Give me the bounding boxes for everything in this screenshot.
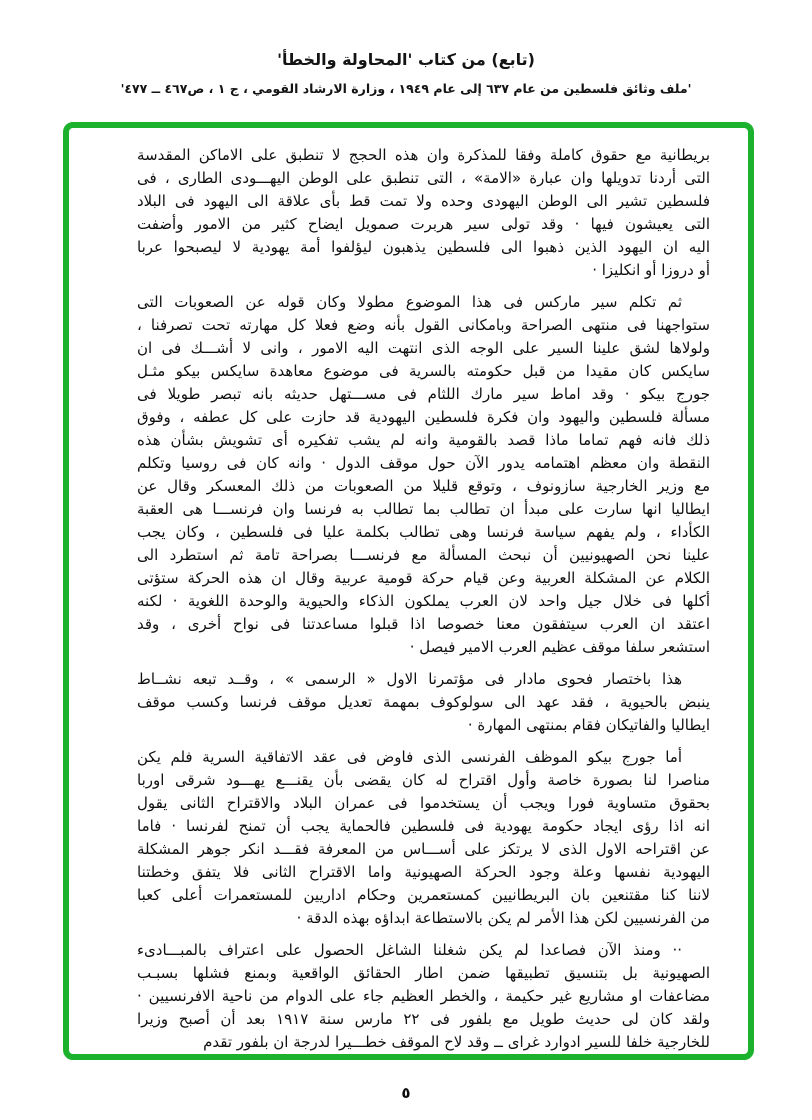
page-number: ٥ — [401, 1084, 411, 1102]
text-line: للخارجية خلفا للسير ادوارد غراى ــ وقد لاح الموقف خطـــيرا لدرجة ان بلفور تقدم — [203, 1033, 710, 1051]
text-line: التى يعيشون فيها · وقد تولى سير هربرت صمويل ايضاح كثير من الامور وأضفت — [137, 215, 710, 233]
text-line: سايكس كان مقيدا من قبل حكومته بالسرية فى موضوع معاهدة سايكس بيكو مثـل — [137, 362, 710, 380]
paragraph — [137, 668, 710, 737]
text-line: مضاعفات او مشاريع غير حكيمة ، والخطر العظيم جاء على الدوام من ناحية الافرنسيين · — [137, 987, 710, 1005]
paragraph — [137, 939, 710, 1054]
text-line: مع وزير الخارجية سازونوف ، وتوقع قليلا من الصعوبات من ذلك المعسكر وقال عن — [137, 477, 710, 495]
text-line: عن اقتراحه الاول الذى لا يرتكز على أســـاس من المعرفة فقـــد انكر جوهر المشكلة — [137, 840, 710, 858]
text-line: اليه ان اليهود الذين ذهبوا الى فلسطين يذهبون ليؤلفوا أمة يهودية لا ليصبحوا عربا — [137, 238, 710, 256]
text-line: الكلام عن المشكلة العربية وعن قيام حركة قومية عربية وقال ان هذه الحركة ستؤتى — [137, 569, 710, 587]
text-line: فلسطين تشير الى الوطن اليهودى وحده ولا تمت قط بأى علاقة الى اليهود فى البلاد — [137, 192, 710, 210]
text-line: بريطانية مع حقوق كاملة وفقا للمذكرة وان هذه الحجج لا تنطبق على الاماكن المقدسة — [137, 146, 710, 164]
text-line: لاننا كنا مقتنعين بان البريطانيين كمستعمرين وحكام اداريين للمستعمرات أعلى كعبا — [137, 886, 710, 904]
source-citation: 'ملف وثائق فلسطين من عام ٦٣٧ إلى عام ١٩٤٩ ، وزارة الارشاد القومي ، ج ١ ، ص٤٦٧ ــ ٤٧٧' — [120, 81, 692, 96]
text-line: جورج بيكو · وقد اماط سير مارك اللثام فى مســـتهل حديثه بانه تبصر طويلا فى — [137, 385, 710, 403]
text-line: الكأداء ، ولم يفهم سياسة فرنسا وهى تطالب بكلمة عليا فى فلسطين ، وكان يجب — [137, 523, 710, 541]
text-line: الصهيونية بل بتنسيق تطبيقها ضمن اطار الحقائق الواقعية وبمنع فشلها بسبـب — [137, 964, 710, 982]
text-line: التى أردنا تدويلها وان عبارة «الامة» ، التى تنطبق على الوطن اليهـــودى الطارى ، فى — [137, 169, 710, 187]
green-border-frame — [63, 122, 754, 1060]
page-footer — [0, 1083, 812, 1102]
paragraph — [137, 144, 710, 282]
text-line: أو دروزا أو انكليزا · — [592, 261, 710, 279]
text-line: النقطة وان معظم اهتمامه يدور الآن حول موقف الدول · وانه كان فى روسيا وتكلم — [137, 454, 710, 472]
paragraph — [137, 746, 710, 930]
text-line: استشعر سلفا موقف عظيم العرب الامير فيصل · — [409, 638, 710, 656]
text-line: أما جورج بيكو الموظف الفرنسى الذى فاوض فى عقد الاتفاقية السرية فلم يكن — [137, 748, 682, 766]
page-header — [0, 48, 812, 98]
text-line: اليهودية نفسها وعلة وجود الحركة الصهيونية واما الاقتراح الثانى فلا يتفق وخطتنا — [137, 863, 710, 881]
text-line: مسألة فلسطين واليهود وان فكرة فلسطين اليهودية قد حازت على كل عطفه ، وفوق — [137, 408, 710, 426]
text-line: ايطاليا والفاتيكان فقام بمنتهى المهارة · — [467, 716, 710, 734]
text-line: ·· ومنذ الآن فصاعدا لم يكن شغلنا الشاغل الحصول على اعتراف بالمبـــادىء — [137, 941, 682, 959]
text-line: ستواجهنا فى منتهى الصراحة وبامكانى القول بأنه وضع فعلا كل مهارته تحت تصرفنا ، — [137, 316, 710, 334]
text-line: ينبض بالحيوية ، فقد عهد الى سولوكوف بمهمة تعديل موقف فرنسا وكسب موقف — [137, 693, 710, 711]
text-line: بحقوق متساوية فورا ويجب أن يستخدموا فى عمران البلاد والاقتراح الثانى يقول — [137, 794, 710, 812]
text-line: مناصرا لنا بصورة خاصة وأول اقتراح له كان يقضى بأن يقنـــع يهـــود شرقى اوربا — [137, 771, 710, 789]
text-line: علينا نحن الصهيونيين أن نبحث المسألة مع فرنســـا بصراحة تامة ثم استطرد الى — [137, 546, 710, 564]
text-line: اعتقد ان العرب سيتفقون معنا خصوصا اذا قبلوا مساعدتنا فى نواح أخرى ، وقد — [137, 615, 710, 633]
text-line: أكلها فى خلال جيل واحد لان العرب يملكون الذكاء والحيوية والوحدة اللغوية · لكنه — [137, 592, 710, 610]
text-line: ولولاها لشق علينا السير على الوجه الذى انتهت اليه الامور ، وانى لا أشـــك فى ان — [137, 339, 710, 357]
text-line: هذا باختصار فحوى مادار فى مؤتمرنا الاول « الرسمى » ، وقــد تبعه نشــاط — [137, 670, 682, 688]
text-line: ايطاليا انها سارت على مبدأ ان تطالب بما تطالب به فرنسا وان فرنســـا هى العقبة — [137, 500, 710, 518]
text-line: ذلك فانه فهم تماما ماذا قصد بالقومية وانه لم يشب تفكيره أى تشويش بشأن هذه — [137, 431, 710, 449]
paragraph — [137, 291, 710, 659]
text-line: من الفرنسيين لكن هذا الأمر لم يكن بالاستطاعة ابداؤه بهذه الدقة · — [296, 909, 710, 927]
text-line: ثم تكلم سير ماركس فى هذا الموضوع مطولا وكان قوله عن الصعوبات التى — [137, 293, 682, 311]
document-body — [69, 128, 748, 1054]
book-title: (تابع) من كتاب 'المحاولة والخطأ' — [277, 50, 535, 69]
text-line: ولقد كان لى حديث طويل مع بلفور فى ٢٢ مارس سنة ١٩١٧ بعد أن أصبح وزيرا — [137, 1010, 710, 1028]
text-line: انه اذا رؤى ايجاد حكومة يهودية فى فلسطين فالحماية يجب أن تمنح لفرنسا · فاما — [137, 817, 710, 835]
